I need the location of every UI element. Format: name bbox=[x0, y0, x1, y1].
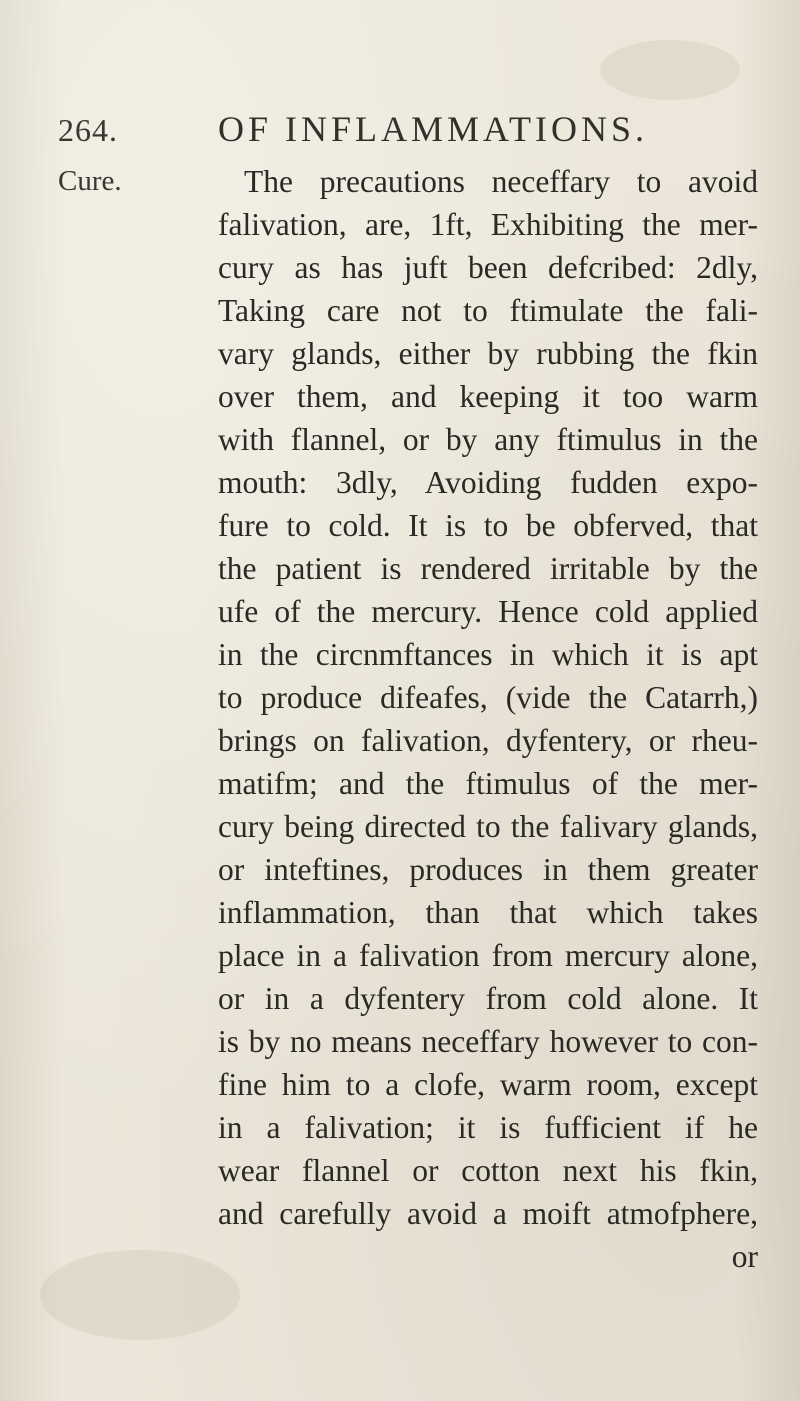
text-line: with flannel, or by any ftimulus in the bbox=[218, 422, 758, 457]
text-line: fure to cold. It is to be obferved, that bbox=[218, 508, 758, 543]
text-line: fine him to a clofe, warm room, except bbox=[218, 1067, 758, 1102]
text-line: matifm; and the ftimulus of the mer- bbox=[218, 766, 758, 801]
text-line: vary glands, either by rubbing the fkin bbox=[218, 336, 758, 371]
text-line: is by no means neceffary however to con- bbox=[218, 1024, 758, 1059]
text-line: ufe of the mercury. Hence cold applied bbox=[218, 594, 758, 629]
running-title: OF INFLAMMATIONS. bbox=[218, 109, 649, 149]
text-line: inflammation, than that which takes bbox=[218, 895, 758, 930]
catchword: or bbox=[731, 1239, 758, 1274]
text-line: or inteftines, produces in them greater bbox=[218, 852, 758, 887]
text-line: or in a dyfentery from cold alone. It bbox=[218, 981, 758, 1016]
marginal-note: Cure. bbox=[58, 165, 122, 197]
body-text bbox=[218, 160, 758, 1278]
text-line: over them, and keeping it too warm bbox=[218, 379, 758, 414]
text-line: cury as has juft been defcribed: 2dly, bbox=[218, 250, 758, 285]
text-line: wear flannel or cotton next his fkin, bbox=[218, 1153, 758, 1188]
paper-stain bbox=[40, 1250, 240, 1340]
text-line: brings on falivation, dyfentery, or rheu- bbox=[218, 723, 758, 758]
text-line: in a falivation; it is fufficient if he bbox=[218, 1110, 758, 1145]
text-line: mouth: 3dly, Avoiding fudden expo- bbox=[218, 465, 758, 500]
text-line: to produce difeafes, (vide the Catarrh,) bbox=[218, 680, 758, 715]
text-line: The precautions neceffary to avoid bbox=[244, 164, 758, 199]
text-line: the patient is rendered irritable by the bbox=[218, 551, 758, 586]
page-number: 264. bbox=[58, 112, 118, 148]
text-line: falivation, are, 1ft, Exhibiting the mer- bbox=[218, 207, 758, 242]
text-line: Taking care not to ftimulate the fali- bbox=[218, 293, 758, 328]
text-line: cury being directed to the falivary glands, bbox=[218, 809, 758, 844]
paper-stain bbox=[600, 40, 740, 100]
text-line: and carefully avoid a moift atmofphere, bbox=[218, 1196, 758, 1231]
text-line: in the circnmftances in which it is apt bbox=[218, 637, 758, 672]
text-line: place in a falivation from mercury alone, bbox=[218, 938, 758, 973]
